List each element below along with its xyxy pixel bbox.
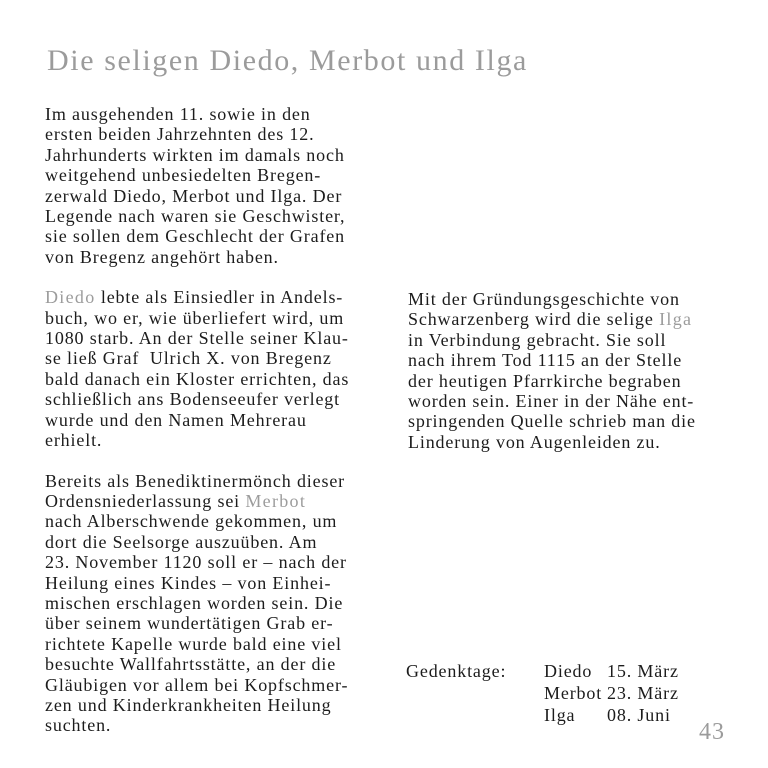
text-line: [45, 226, 403, 246]
text-line: [45, 287, 403, 307]
text-line: [45, 410, 403, 430]
right-column: [408, 289, 744, 472]
text-segment: se ließ Graf Ulrich X. von Bregenz: [45, 348, 332, 369]
memorial-row: [544, 682, 679, 704]
text-segment: Bereits als Benediktinermönch dieser: [45, 470, 346, 491]
memorial-name: Ilga: [544, 705, 576, 725]
left-column: [45, 104, 403, 756]
paragraph: [45, 287, 403, 450]
text-line: [45, 104, 403, 124]
memorial-name: Diedo: [544, 661, 593, 681]
text-segment: nach ihrem Tod 1115 an der Stelle: [408, 350, 683, 371]
text-segment: Ordensniederlassung sei: [45, 490, 246, 511]
text-segment: Legende nach waren sie Geschwister,: [45, 206, 346, 227]
text-line: [408, 309, 744, 329]
text-line: [45, 145, 403, 165]
text-line: [408, 411, 744, 431]
text-segment: dort die Seelsorge auszuüben. Am: [45, 531, 318, 552]
text-segment: über seinem wundertätigen Grab er-: [45, 613, 334, 634]
text-segment: sie sollen dem Geschlecht der Grafen: [45, 226, 345, 247]
memorial-label: Gedenktage:: [406, 661, 507, 681]
text-segment: worden sein. Einer in der Nähe ent-: [408, 391, 695, 412]
text-segment: Jahrhunderts wirkten im damals noch: [45, 144, 345, 165]
memorial-row: [544, 660, 679, 682]
text-segment: buch, wo er, wie überliefert wird, um: [45, 307, 345, 328]
text-segment: ersten beiden Jahrzehnten des 12.: [45, 124, 315, 145]
text-segment: der heutigen Pfarrkirche begraben: [408, 370, 682, 391]
text-segment: nach Alberschwende gekommen, um: [45, 511, 338, 532]
text-line: [45, 471, 403, 491]
text-line: [45, 613, 403, 633]
blessed-name: Diedo: [45, 287, 96, 308]
text-line: [45, 511, 403, 531]
paragraph: [45, 471, 403, 736]
memorial-date: 15. März: [607, 661, 679, 681]
text-line: [45, 552, 403, 572]
text-segment: springenden Quelle schrieb man die: [408, 411, 696, 432]
text-line: [408, 330, 744, 350]
memorial-rows: [544, 660, 679, 726]
text-line: [45, 389, 403, 409]
text-segment: zen und Kinderkrankheiten Heilung: [45, 694, 332, 715]
memorial-date: 23. März: [607, 683, 679, 703]
blessed-name: Merbot: [245, 490, 307, 511]
text-line: [408, 350, 744, 370]
text-segment: in Verbindung gebracht. Sie soll: [408, 329, 667, 350]
text-line: [45, 124, 403, 144]
text-segment: suchten.: [45, 715, 112, 736]
text-line: [408, 289, 744, 309]
memorial-name: Merbot: [544, 683, 603, 703]
text-segment: Mit der Gründungsgeschichte von: [408, 289, 680, 309]
text-line: [45, 430, 403, 450]
text-segment: besuchte Wallfahrtsstätte, an der die: [45, 654, 337, 675]
text-segment: erhielt.: [45, 430, 103, 451]
paragraph: [45, 104, 403, 267]
text-line: [45, 715, 403, 735]
text-segment: lebte als Einsiedler in Andels-: [95, 287, 344, 308]
text-line: [45, 328, 403, 348]
text-line: [45, 186, 403, 206]
text-segment: mischen erschlagen worden sein. Die: [45, 592, 344, 613]
page-number: 43: [699, 719, 725, 745]
text-line: [45, 634, 403, 654]
text-segment: schließlich ans Bodenseeufer verlegt: [45, 389, 341, 410]
text-line: [408, 391, 744, 411]
text-segment: Linderung von Augenleiden zu.: [408, 431, 661, 452]
text-segment: 1080 starb. An der Stelle seiner Klau-: [45, 328, 349, 349]
text-segment: Schwarzenberg wird die selige: [408, 309, 660, 330]
text-line: [45, 348, 403, 368]
page-title: Die seligen Diedo, Merbot und Ilga: [47, 44, 528, 77]
text-line: [45, 165, 403, 185]
blessed-name: Ilga: [659, 309, 693, 330]
text-segment: 23. November 1120 soll er – nach der: [45, 552, 347, 573]
memorial-date: 08. Juni: [607, 705, 671, 725]
text-line: [45, 532, 403, 552]
text-line: [408, 371, 744, 391]
text-line: [45, 491, 403, 511]
text-segment: Gläubigen vor allem bei Kopfschmer-: [45, 674, 349, 695]
text-segment: richtete Kapelle wurde bald eine viel: [45, 633, 342, 654]
text-line: [408, 432, 744, 452]
text-segment: von Bregenz angehört haben.: [45, 246, 279, 267]
text-segment: bald danach ein Kloster errichten, das: [45, 368, 350, 389]
text-segment: Im ausgehenden 11. sowie in den: [45, 104, 311, 124]
text-line: [45, 369, 403, 389]
text-line: [45, 573, 403, 593]
text-line: [45, 695, 403, 715]
text-line: [45, 308, 403, 328]
text-segment: Heilung eines Kindes – von Einhei-: [45, 572, 332, 593]
text-line: [45, 206, 403, 226]
text-line: [45, 654, 403, 674]
text-line: [45, 247, 403, 267]
text-segment: wurde und den Namen Mehrerau: [45, 409, 307, 430]
paragraph: [408, 289, 744, 452]
memorial-row: [544, 704, 679, 726]
text-segment: weitgehend unbesiedelten Bregen-: [45, 165, 322, 186]
text-line: [45, 593, 403, 613]
text-segment: zerwald Diedo, Merbot und Ilga. Der: [45, 185, 343, 206]
text-line: [45, 675, 403, 695]
memorial-days: [406, 660, 679, 726]
